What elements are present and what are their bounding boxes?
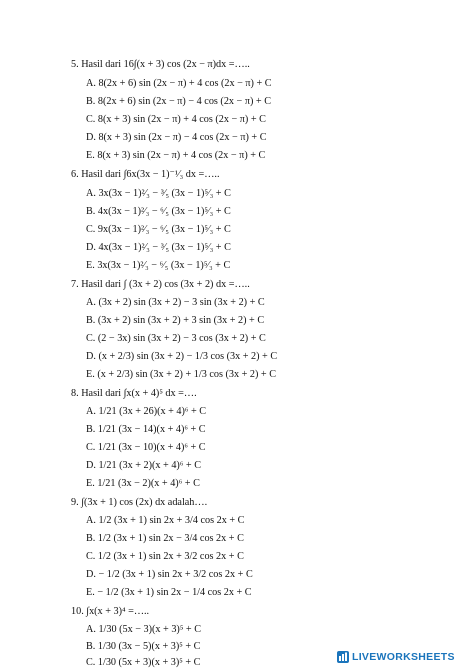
question-stem: ∫(3x + 1) cos (2x) dx adalah….: [81, 497, 208, 508]
question-number: 7.: [71, 279, 79, 290]
liveworksheets-logo[interactable]: [337, 650, 455, 664]
option-10c: C. 1/30 (5x + 3)(x + 3)⁵ + C: [86, 657, 201, 668]
question-number: 9.: [71, 497, 79, 508]
option-9d: D. − 1/2 (3x + 1) sin 2x + 3/2 cos 2x + C: [86, 569, 253, 580]
option-9a: A. 1/2 (3x + 1) sin 2x + 3/4 cos 2x + C: [86, 515, 245, 526]
question-number: 5.: [71, 59, 79, 70]
option-9e: E. − 1/2 (3x + 1) sin 2x − 1/4 cos 2x + C: [86, 587, 252, 598]
option-8e: E. 1/21 (3x − 2)(x + 4)⁶ + C: [86, 478, 200, 489]
question-number: 6.: [71, 169, 79, 180]
logo-text: LIVEWORKSHEETS: [352, 651, 455, 663]
option-8a: A. 1/21 (3x + 26)(x + 4)⁶ + C: [86, 406, 207, 417]
question-6: [71, 169, 220, 181]
option-6c: C. 9x(3x − 1)²⁄₃ − ⁶⁄₅ (3x − 1)⁵⁄₃ + C: [86, 224, 231, 235]
question-7: [71, 279, 250, 291]
option-6b: B. 4x(3x − 1)²⁄₃ − ⁶⁄₅ (3x − 1)⁵⁄₃ + C: [86, 206, 231, 217]
question-number: 10.: [71, 606, 84, 617]
option-5e: E. 8(x + 3) sin (2x − π) + 4 cos (2x − π) + C: [86, 150, 266, 161]
option-8b: B. 1/21 (3x − 14)(x + 4)⁶ + C: [86, 424, 206, 435]
option-8c: C. 1/21 (3x − 10)(x + 4)⁶ + C: [86, 442, 206, 453]
option-7e: E. (x + 2/3) sin (3x + 2) + 1/3 cos (3x + 2) + C: [86, 369, 277, 380]
question-stem: Hasil dari ∫x(x + 4)⁵ dx =….: [81, 388, 197, 399]
option-5b: B. 8(2x + 6) sin (2x − π) − 4 cos (2x − π) + C: [86, 96, 272, 107]
option-5d: D. 8(x + 3) sin (2x − π) − 4 cos (2x − π) + C: [86, 132, 267, 143]
option-7a: A. (3x + 2) sin (3x + 2) − 3 sin (3x + 2) + C: [86, 297, 265, 308]
question-9: [71, 497, 207, 509]
question-5: [71, 59, 250, 71]
option-9c: C. 1/2 (3x + 1) sin 2x + 3/2 cos 2x + C: [86, 551, 244, 562]
option-6d: D. 4x(3x − 1)²⁄₃ − ³⁄₅ (3x − 1)⁵⁄₃ + C: [86, 242, 231, 253]
question-8: [71, 388, 197, 400]
option-6e: E. 3x(3x − 1)²⁄₃ − ⁶⁄₅ (3x − 1)⁵⁄₃ + C: [86, 260, 231, 271]
option-10a: A. 1/30 (5x − 3)(x + 3)⁵ + C: [86, 624, 202, 635]
option-5a: A. 8(2x + 6) sin (2x − π) + 4 cos (2x − π) + C: [86, 78, 272, 89]
question-stem: Hasil dari ∫ (3x + 2) cos (3x + 2) dx =…..: [81, 279, 250, 290]
question-stem: ∫x(x + 3)⁴ =…..: [86, 606, 150, 617]
question-stem: Hasil dari ∫6x(3x − 1)⁻¹⁄₃ dx =…..: [81, 169, 220, 180]
option-7d: D. (x + 2/3) sin (3x + 2) − 1/3 cos (3x + 2) + C: [86, 351, 278, 362]
option-5c: C. 8(x + 3) sin (2x − π) + 4 cos (2x − π) + C: [86, 114, 266, 125]
option-7b: B. (3x + 2) sin (3x + 2) + 3 sin (3x + 2) + C: [86, 315, 265, 326]
option-9b: B. 1/2 (3x + 1) sin 2x − 3/4 cos 2x + C: [86, 533, 244, 544]
option-8d: D. 1/21 (3x + 2)(x + 4)⁶ + C: [86, 460, 202, 471]
question-stem: Hasil dari 16∫(x + 3) cos (2x − π)dx =…..: [81, 59, 250, 70]
liveworksheets-logo-icon: [337, 651, 349, 663]
option-10b: B. 1/30 (3x − 5)(x + 3)⁵ + C: [86, 641, 201, 652]
question-number: 8.: [71, 388, 79, 399]
option-7c: C. (2 − 3x) sin (3x + 2) − 3 cos (3x + 2) + C: [86, 333, 266, 344]
option-6a: A. 3x(3x − 1)²⁄₃ − ³⁄₅ (3x − 1)⁵⁄₃ + C: [86, 188, 231, 199]
question-10: [71, 606, 149, 618]
